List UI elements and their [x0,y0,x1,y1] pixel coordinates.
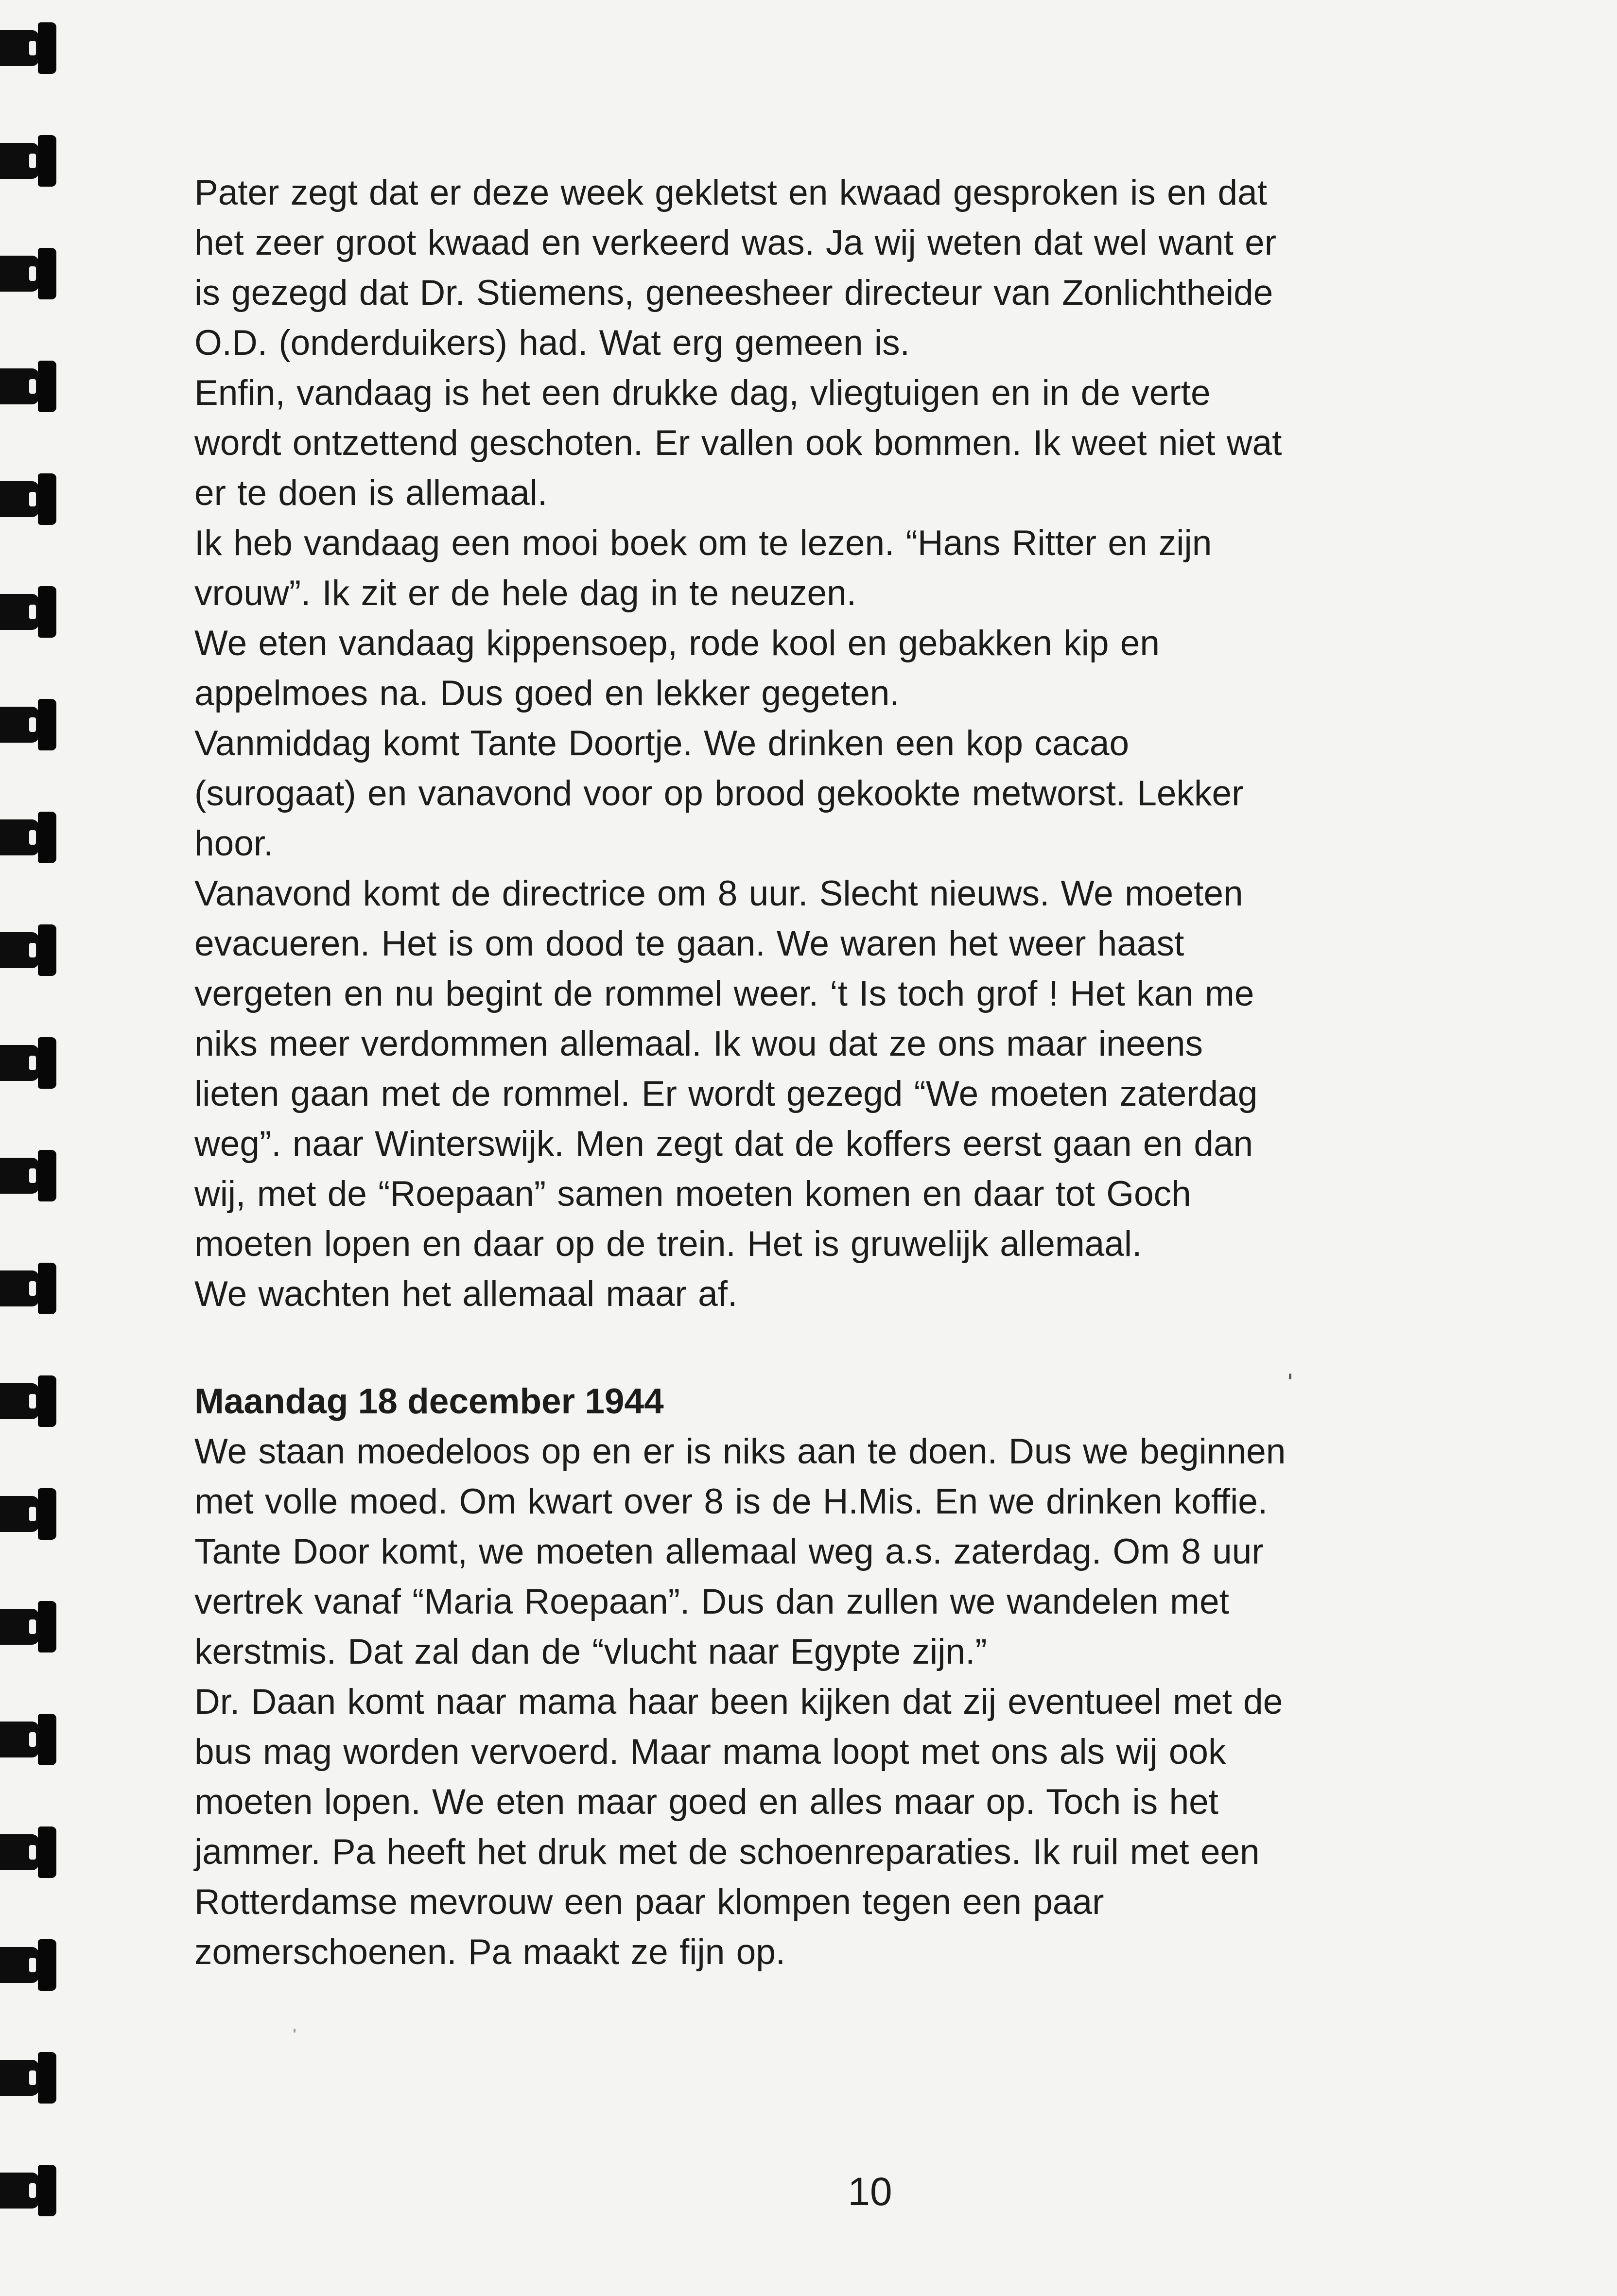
section-gap [194,1319,1536,1376]
paragraph-dr-daan: Dr. Daan komt naar mama haar been kijken dat zij eventueel met de bus mag worden vervoerd. Maar mama loopt met ons als wij ook moeten lopen. We eten maar goed en alles maar op. Toch is het jammer. Pa heeft het druk met de schoenreparaties. Ik ruil met een Rotterdamse mevrouw een paar klompen tegen een paar zomerschoenen. Pa maakt ze fijn op. [194,1682,1283,1972]
binding-coil [0,358,58,415]
binding-coil [0,132,58,190]
binding-coil [0,2162,58,2219]
paragraph-moedeloos: We staan moedeloos op en er is niks aan te doen. Dus we beginnen met volle moed. Om kwart over 8 is de H.Mis. En we drinken koffie. Tante Door komt, we moeten allemaal weg a.s. zaterdag. Om 8 uur vertrek vanaf “Maria Roepaan”. Dus dan zullen we wandelen met kerstmis. Dat zal dan de “vlucht naar Egypte zijn.” [194,1432,1286,1671]
spiral-binding [0,0,73,2296]
binding-coil [0,245,58,302]
binding-coil [0,1485,58,1543]
binding-coil [0,2049,58,2106]
paragraph-boek: Ik heb vandaag een mooi boek om te lezen. “Hans Ritter en zijn vrouw”. Ik zit er de hele dag in te neuzen. [194,523,1212,613]
page-content [194,168,1536,1977]
binding-coil [0,1598,58,1655]
paragraph-directrice: Vanavond komt de directrice om 8 uur. Slecht nieuws. We moeten evacueren. Het is om dood te gaan. We waren het weer haast vergeten en nu begint de rommel weer. ‘t Is toch grof ! Het kan me niks meer verdommen allemaal. Ik wou dat ze ons maar ineens lieten gaan met de rommel. Er wordt gezegd “We moeten zaterdag weg”. naar Winterswijk. Men zegt dat de koffers eerst gaan en dan wij, met de “Roepaan” samen moeten komen en daar tot Goch moeten lopen en daar op de trein. Het is gruwelijk allemaal. [194,874,1258,1264]
binding-coil [0,19,58,77]
binding-coil [0,1824,58,1881]
paragraph-gekletst: Pater zegt dat er deze week gekletst en kwaad gesproken is en dat het zeer groot kwaad en verkeerd was. Ja wij weten dat wel want er is gezegd dat Dr. Stiemens, geneesheer directeur van Zonlichtheide O.D. (onderduikers) had. Wat erg gemeen is. [194,173,1277,363]
paragraph-eten: We eten vandaag kippensoep, rode kool en gebakken kip en appelmoes na. Dus goed en lekker gegeten. [194,624,1160,713]
paragraph-wachten: We wachten het allemaal maar af. [194,1274,738,1314]
binding-coil [0,1711,58,1768]
paper-speck [294,2029,296,2033]
binding-coil [0,583,58,641]
binding-coil [0,1260,58,1317]
paragraph-drukke-dag: Enfin, vandaag is het een drukke dag, vliegtuigen en in de verte wordt ontzettend geschoten. Er vallen ook bommen. Ik weet niet wat er te doen is allemaal. [194,373,1282,513]
paragraph-tante-doortje: Vanmiddag komt Tante Doortje. We drinken een kop cacao (surogaat) en vanavond voor op brood gekookte metworst. Lekker hoor. [194,724,1244,863]
date-heading: Maandag 18 december 1944 [194,1382,664,1421]
binding-coil [0,470,58,528]
binding-coil [0,809,58,866]
binding-coil [0,1147,58,1204]
paper-speck [1289,1374,1291,1379]
binding-coil [0,922,58,979]
binding-coil [0,696,58,753]
binding-coil [0,1373,58,1430]
page-number: 10 [848,2170,892,2214]
binding-coil [0,1034,58,1092]
binding-coil [0,1936,58,1994]
